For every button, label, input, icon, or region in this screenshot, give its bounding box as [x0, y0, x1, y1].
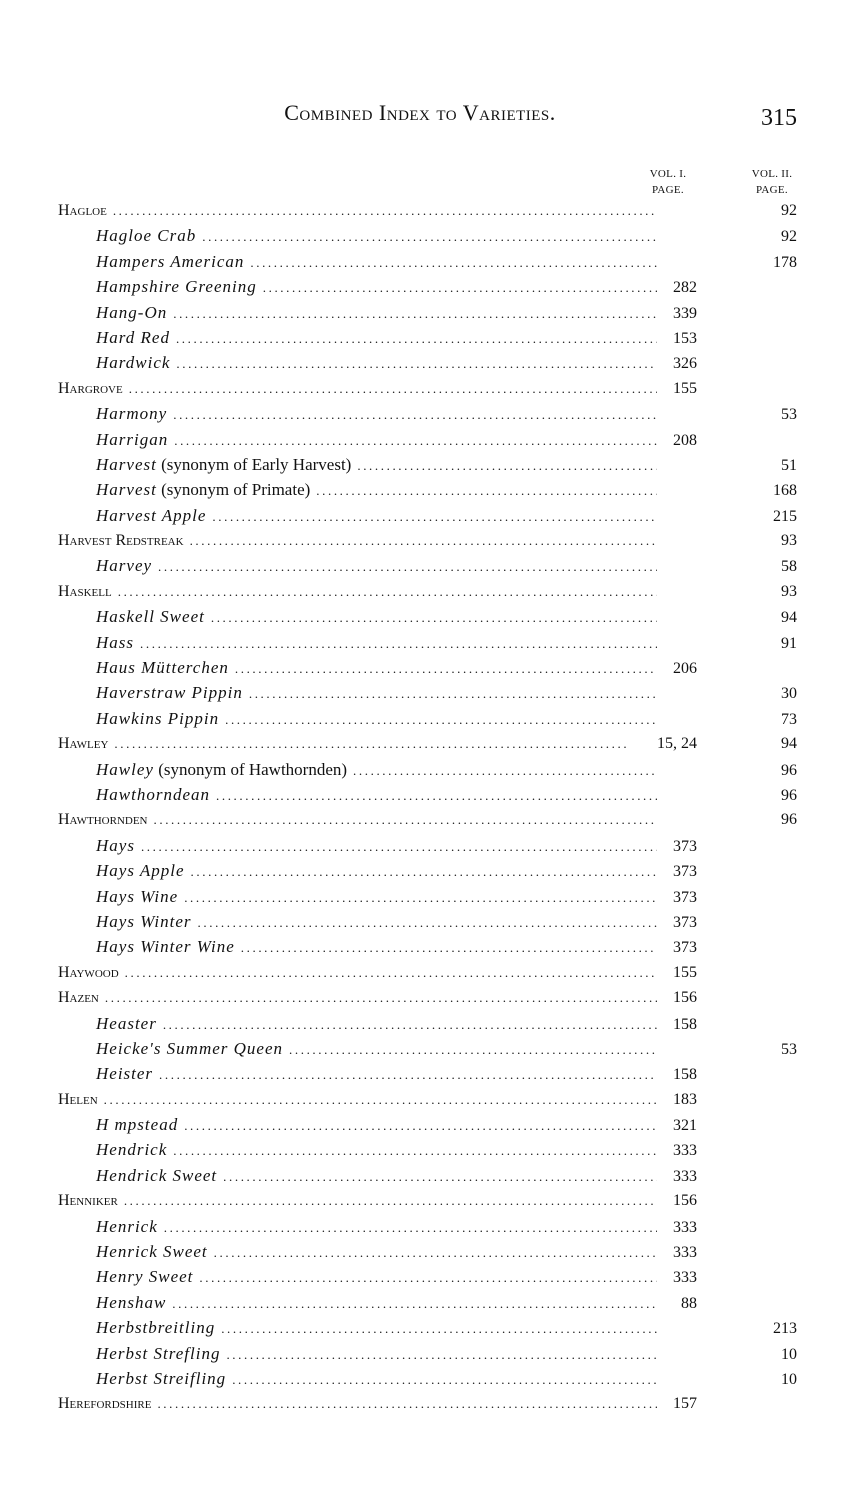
dot-leader [129, 376, 657, 401]
entry-name: Herbst Strefling [96, 1343, 221, 1363]
index-entry [58, 1239, 818, 1264]
entry-name: Henrick [96, 1216, 158, 1236]
dot-leader [118, 579, 657, 604]
index-entry [58, 833, 818, 858]
entry-name: Henshaw [96, 1292, 167, 1312]
dot-leader [212, 504, 657, 529]
vol1-page: 155 [673, 379, 697, 397]
index-entry [58, 249, 818, 274]
entry-name: Hays Wine [96, 886, 179, 906]
vol2-page: 96 [781, 761, 797, 779]
index-entry [58, 680, 818, 705]
vol1-page: 333 [673, 1244, 697, 1262]
vol1-page: 333 [673, 1269, 697, 1287]
entry-name: Herbst Streifling [96, 1368, 227, 1388]
vol1-page: 208 [673, 431, 697, 449]
column-header-vol2-sub: PAGE. [756, 184, 788, 196]
entry-label [58, 1188, 657, 1213]
entry-name: Heicke's Summer Queen [96, 1038, 284, 1058]
entry-name: Heaster [96, 1013, 157, 1033]
vol1-page: 326 [673, 355, 697, 373]
page-number: 315 [761, 105, 797, 131]
vol2-page: 93 [781, 582, 797, 600]
vol1-page: 15, 24 [657, 735, 697, 753]
vol1-page: 153 [673, 329, 697, 347]
dot-leader [113, 198, 657, 223]
entry-label [58, 833, 657, 859]
entry-label [58, 1391, 657, 1416]
entry-label [58, 300, 657, 326]
dot-leader [173, 1138, 657, 1163]
entry-name: Hawkins Pippin [96, 708, 220, 728]
entry-label [58, 934, 657, 960]
entry-name: Haskell [58, 582, 112, 600]
dot-leader [211, 605, 657, 630]
entry-name: Hampshire Greening [96, 277, 257, 297]
dot-leader [125, 960, 657, 985]
page-title [0, 100, 850, 126]
vol1-page: 158 [673, 1066, 697, 1084]
dot-leader [124, 1188, 657, 1213]
entry-label [58, 1366, 657, 1392]
vol1-page: 339 [673, 304, 697, 322]
index-entry [58, 1341, 818, 1366]
entry-name: Haverstraw Pippin [96, 683, 243, 703]
dot-leader [140, 631, 657, 656]
entry-label [58, 401, 657, 427]
dot-leader [173, 301, 657, 326]
entry-label [58, 1239, 657, 1265]
entry-name: Harvest Apple [96, 505, 207, 525]
index-entry [58, 858, 818, 883]
index-list [58, 198, 818, 1417]
dot-leader [214, 1240, 657, 1265]
vol2-page: 10 [781, 1345, 797, 1363]
index-entry [58, 350, 818, 375]
column-header-vol2 [742, 166, 802, 198]
dot-leader [353, 758, 657, 783]
dot-leader [174, 428, 657, 453]
entry-label [58, 477, 657, 503]
entry-note: (synonym of Early Harvest) [156, 454, 352, 474]
index-entry [58, 579, 818, 604]
vol2-page: 58 [781, 558, 797, 576]
entry-label [58, 553, 657, 579]
entry-label [58, 1137, 657, 1163]
dot-leader [235, 656, 657, 681]
vol2-page: 168 [773, 482, 797, 500]
entry-label [58, 452, 657, 478]
entry-name: Harrigan [96, 429, 169, 449]
index-entry [58, 1137, 818, 1162]
vol2-page: 92 [781, 228, 797, 246]
dot-leader [289, 1037, 657, 1062]
index-entry [58, 706, 818, 731]
entry-label [58, 985, 657, 1010]
vol1-page: 88 [681, 1294, 697, 1312]
index-entry [58, 731, 818, 756]
vol2-page: 178 [773, 253, 797, 271]
entry-name: Hays Apple [96, 861, 185, 881]
dot-leader [249, 681, 657, 706]
entry-label [58, 325, 657, 351]
entry-name: Hawley [58, 735, 109, 753]
entry-name: Hays Winter [96, 911, 192, 931]
vol1-page: 333 [673, 1218, 697, 1236]
entry-name: Haskell Sweet [96, 607, 205, 627]
entry-name: Hampers American [96, 251, 245, 271]
index-entry [58, 807, 818, 832]
entry-label [58, 757, 657, 783]
index-entry [58, 1087, 818, 1112]
vol1-page: 373 [673, 888, 697, 906]
vol2-page: 94 [781, 609, 797, 627]
entry-label [58, 731, 630, 756]
entry-label [58, 655, 657, 681]
vol1-page: 321 [673, 1117, 697, 1135]
entry-label [58, 376, 657, 401]
entry-label [58, 223, 657, 249]
index-entry [58, 401, 818, 426]
dot-leader [105, 985, 657, 1010]
entry-name: Hardwick [96, 353, 171, 373]
entry-label [58, 782, 657, 808]
vol2-page: 92 [781, 202, 797, 219]
entry-name: Hazen [58, 989, 99, 1007]
dot-leader [250, 250, 657, 275]
dot-leader [216, 783, 657, 808]
index-entry [58, 934, 818, 959]
vol1-page: 183 [673, 1090, 697, 1108]
dot-leader [221, 1316, 657, 1341]
entry-name: Harvey [96, 556, 153, 576]
dot-leader [223, 1164, 657, 1189]
entry-name: Haywood [58, 963, 119, 981]
entry-name: H mpstead [96, 1115, 179, 1135]
vol2-page: 10 [781, 1370, 797, 1388]
dot-leader [263, 275, 657, 300]
index-entry [58, 884, 818, 909]
vol2-page: 93 [781, 532, 797, 550]
entry-label [58, 528, 657, 553]
dot-leader [191, 859, 657, 884]
dot-leader [176, 351, 657, 376]
vol1-page: 158 [673, 1015, 697, 1033]
index-entry [58, 757, 818, 782]
dot-leader [202, 224, 657, 249]
entry-label [58, 1011, 657, 1037]
vol2-page: 73 [781, 710, 797, 728]
entry-name: Hagloe [58, 202, 107, 219]
entry-name: Hawthorndean [96, 784, 210, 804]
entry-name: Hard Red [96, 327, 170, 347]
entry-label [58, 1290, 657, 1316]
index-entry [58, 553, 818, 578]
entry-name: Heister [96, 1064, 154, 1084]
entry-label [58, 1061, 657, 1087]
entry-note: (synonym of Primate) [156, 480, 311, 500]
dot-leader [104, 1087, 657, 1112]
dot-leader [198, 910, 657, 935]
index-entry [58, 1061, 818, 1086]
vol2-page: 51 [781, 456, 797, 474]
dot-leader [184, 1113, 657, 1138]
vol2-page: 91 [781, 634, 797, 652]
index-entry [58, 782, 818, 807]
dot-leader [114, 731, 630, 756]
entry-label [58, 604, 657, 630]
entry-label [58, 630, 657, 656]
entry-label [58, 960, 657, 985]
entry-name: Henry Sweet [96, 1267, 194, 1287]
entry-label [58, 680, 657, 706]
vol1-page: 373 [673, 837, 697, 855]
vol1-page: 155 [673, 963, 697, 981]
entry-label [58, 249, 657, 275]
entry-name: Hargrove [58, 379, 123, 397]
index-entry [58, 1315, 818, 1340]
vol1-page: 157 [673, 1395, 697, 1413]
index-entry [58, 1163, 818, 1188]
dot-leader [199, 1265, 657, 1290]
index-entry [58, 655, 818, 680]
index-entry [58, 528, 818, 553]
entry-name: Hawley [96, 759, 154, 779]
entry-label [58, 503, 657, 529]
vol2-page: 53 [781, 406, 797, 424]
index-entry [58, 503, 818, 528]
entry-label [58, 1163, 657, 1189]
entry-label [58, 909, 657, 935]
vol1-page: 373 [673, 913, 697, 931]
index-entry [58, 376, 818, 401]
index-entry [58, 604, 818, 629]
entry-note: (synonym of Hawthornden) [153, 759, 348, 779]
index-entry [58, 198, 818, 223]
vol1-page: 333 [673, 1142, 697, 1160]
dot-leader [190, 528, 657, 553]
entry-label [58, 427, 657, 453]
index-entry [58, 427, 818, 452]
index-entry [58, 1011, 818, 1036]
index-entry [58, 452, 818, 477]
dot-leader [173, 402, 657, 427]
dot-leader [157, 1391, 657, 1416]
entry-name: Hays Winter Wine [96, 937, 235, 957]
entry-label [58, 1341, 657, 1367]
dot-leader [316, 478, 657, 503]
vol2-page: 213 [773, 1320, 797, 1338]
index-entry [58, 1366, 818, 1391]
dot-leader [225, 707, 657, 732]
entry-name: Hendrick Sweet [96, 1165, 218, 1185]
dot-leader [154, 807, 658, 832]
index-entry [58, 1112, 818, 1137]
entry-name: Harmony [96, 404, 168, 424]
dot-leader [176, 326, 657, 351]
entry-label [58, 1214, 657, 1240]
entry-label [58, 1112, 657, 1138]
index-entry [58, 223, 818, 248]
entry-label [58, 1264, 657, 1290]
index-entry [58, 1214, 818, 1239]
vol2-page: 96 [781, 786, 797, 804]
dot-leader [172, 1291, 657, 1316]
column-header-vol1-label: VOL. I. [649, 168, 687, 180]
dot-leader [226, 1342, 657, 1367]
vol2-page: 53 [781, 1040, 797, 1058]
vol1-page: 373 [673, 939, 697, 957]
dot-leader [241, 935, 657, 960]
dot-leader [163, 1012, 657, 1037]
entry-label [58, 706, 657, 732]
index-entry [58, 630, 818, 655]
entry-name: Hagloe Crab [96, 226, 197, 246]
dot-leader [141, 834, 657, 859]
entry-name: Haus Mütterchen [96, 658, 229, 678]
entry-name: Hendrick [96, 1140, 168, 1160]
vol1-page: 333 [673, 1167, 697, 1185]
entry-label [58, 198, 657, 223]
entry-name: Henrick Sweet [96, 1242, 208, 1262]
vol1-page: 206 [673, 660, 697, 678]
index-entry [58, 1188, 818, 1213]
entry-label [58, 807, 657, 832]
index-entry [58, 909, 818, 934]
index-entry [58, 477, 818, 502]
entry-label [58, 350, 657, 376]
vol2-page: 94 [781, 735, 797, 753]
page-title-text: Combined Index to Varieties. [284, 100, 556, 125]
dot-leader [158, 554, 657, 579]
entry-label [58, 274, 657, 300]
entry-label [58, 1087, 657, 1112]
entry-label [58, 579, 657, 604]
entry-label [58, 1315, 657, 1341]
vol2-page: 30 [781, 685, 797, 703]
index-entry [58, 985, 818, 1010]
vol1-page: 373 [673, 863, 697, 881]
column-header-vol1 [638, 166, 698, 198]
entry-label [58, 858, 657, 884]
entry-name: Hawthornden [58, 811, 148, 829]
index-entry [58, 1036, 818, 1061]
vol1-page: 156 [673, 989, 697, 1007]
index-entry [58, 960, 818, 985]
entry-name: Helen [58, 1090, 98, 1108]
column-header-vol1-sub: PAGE. [652, 184, 684, 196]
vol2-page: 215 [773, 507, 797, 525]
vol2-page: 96 [781, 811, 797, 829]
vol1-page: 282 [673, 279, 697, 297]
entry-name: Harvest Redstreak [58, 532, 184, 550]
entry-label [58, 884, 657, 910]
index-entry [58, 300, 818, 325]
entry-label [58, 1036, 657, 1062]
entry-name: Hang-On [96, 302, 168, 322]
entry-name: Hass [96, 632, 135, 652]
dot-leader [159, 1062, 657, 1087]
index-entry [58, 325, 818, 350]
index-entry [58, 274, 818, 299]
index-entry [58, 1264, 818, 1289]
entry-name: Harvest [96, 454, 157, 474]
entry-name: Hays [96, 835, 135, 855]
dot-leader [184, 885, 657, 910]
entry-name: Herbstbreitling [96, 1318, 216, 1338]
dot-leader [164, 1215, 657, 1240]
column-header-vol2-label: VOL. II. [751, 168, 793, 180]
entry-name: Harvest [96, 480, 157, 500]
dot-leader [357, 453, 657, 478]
entry-name: Herefordshire [58, 1395, 152, 1413]
index-entry [58, 1391, 818, 1416]
vol1-page: 156 [673, 1192, 697, 1210]
entry-name: Henniker [58, 1192, 118, 1210]
index-entry [58, 1290, 818, 1315]
dot-leader [232, 1367, 657, 1392]
